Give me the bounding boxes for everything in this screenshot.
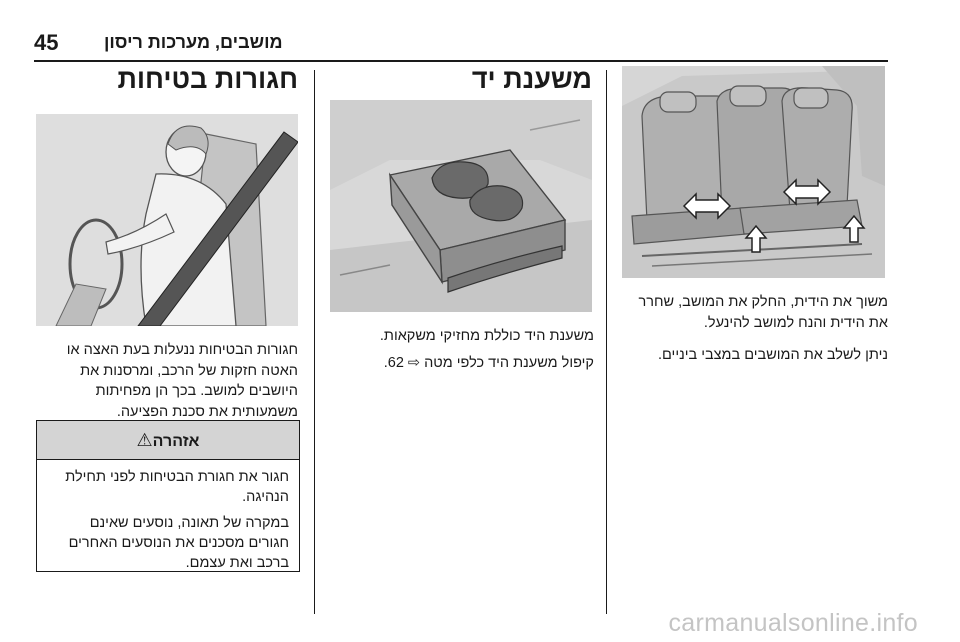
rear-seats-drawing [622, 66, 885, 278]
armrest-illustration [330, 100, 592, 312]
text-line: הנהיגה. [242, 489, 289, 505]
column-divider-left [314, 70, 315, 614]
seatbelt-text [34, 340, 298, 422]
warning-paragraph-1 [45, 467, 289, 507]
text-line: חגור את חגורת הבטיחות לפני תחילת [65, 469, 289, 485]
text-line: חגורים מסכנים את הנוסעים האחרים [68, 535, 289, 551]
cupholder-armrest-drawing [330, 100, 592, 312]
seatbelt-section-title: חגורות בטיחות [117, 64, 298, 94]
text-line: במקרה של תאונה, נוסעים שאינם [89, 515, 289, 531]
page-header-title: מושבים, מערכות ריסון [104, 32, 283, 52]
warning-box [36, 420, 300, 572]
text-line: היושבים למושב. בכך הן מפחיתות [95, 383, 298, 399]
text-line: את הידית והנח למושב להינעל. [703, 314, 888, 331]
page-number: 45 [34, 30, 59, 55]
warning-header [37, 421, 299, 460]
seat-adjust-text [620, 292, 888, 366]
text-line: חגורות הבטיחות ננעלות בעת האצה או [66, 342, 298, 358]
text-line: ברכב ואת עצמם. [185, 555, 289, 571]
column-divider-right [606, 70, 607, 614]
warning-label: אזהרה [152, 433, 200, 450]
text-line: ניתן לשלב את המושבים במצבי ביניים. [657, 347, 888, 363]
header-divider [34, 60, 888, 62]
seat-adjust-illustration [622, 66, 885, 278]
text-line: משענת היד כוללת מחזיקי משקאות. [379, 328, 594, 344]
seatbelt-illustration [36, 114, 298, 326]
armrest-text [326, 326, 594, 373]
text-line: משוך את הידית, החלק את המושב, שחרר [638, 294, 888, 310]
driver-with-seatbelt-drawing [36, 114, 298, 326]
watermark: carmanualsonline.info [668, 609, 918, 637]
warning-paragraph-2 [45, 513, 289, 573]
text-line: משמעותית את סכנת הפציעה. [116, 403, 298, 420]
warning-triangle-icon: ⚠ [136, 430, 153, 450]
text-line: קיפול משענת היד כלפי מטה ⇨ 62. [383, 354, 594, 371]
armrest-section-title: משענת יד [471, 64, 592, 94]
text-line: האטה חזקות של הרכב, ומרסנות את [80, 362, 298, 379]
